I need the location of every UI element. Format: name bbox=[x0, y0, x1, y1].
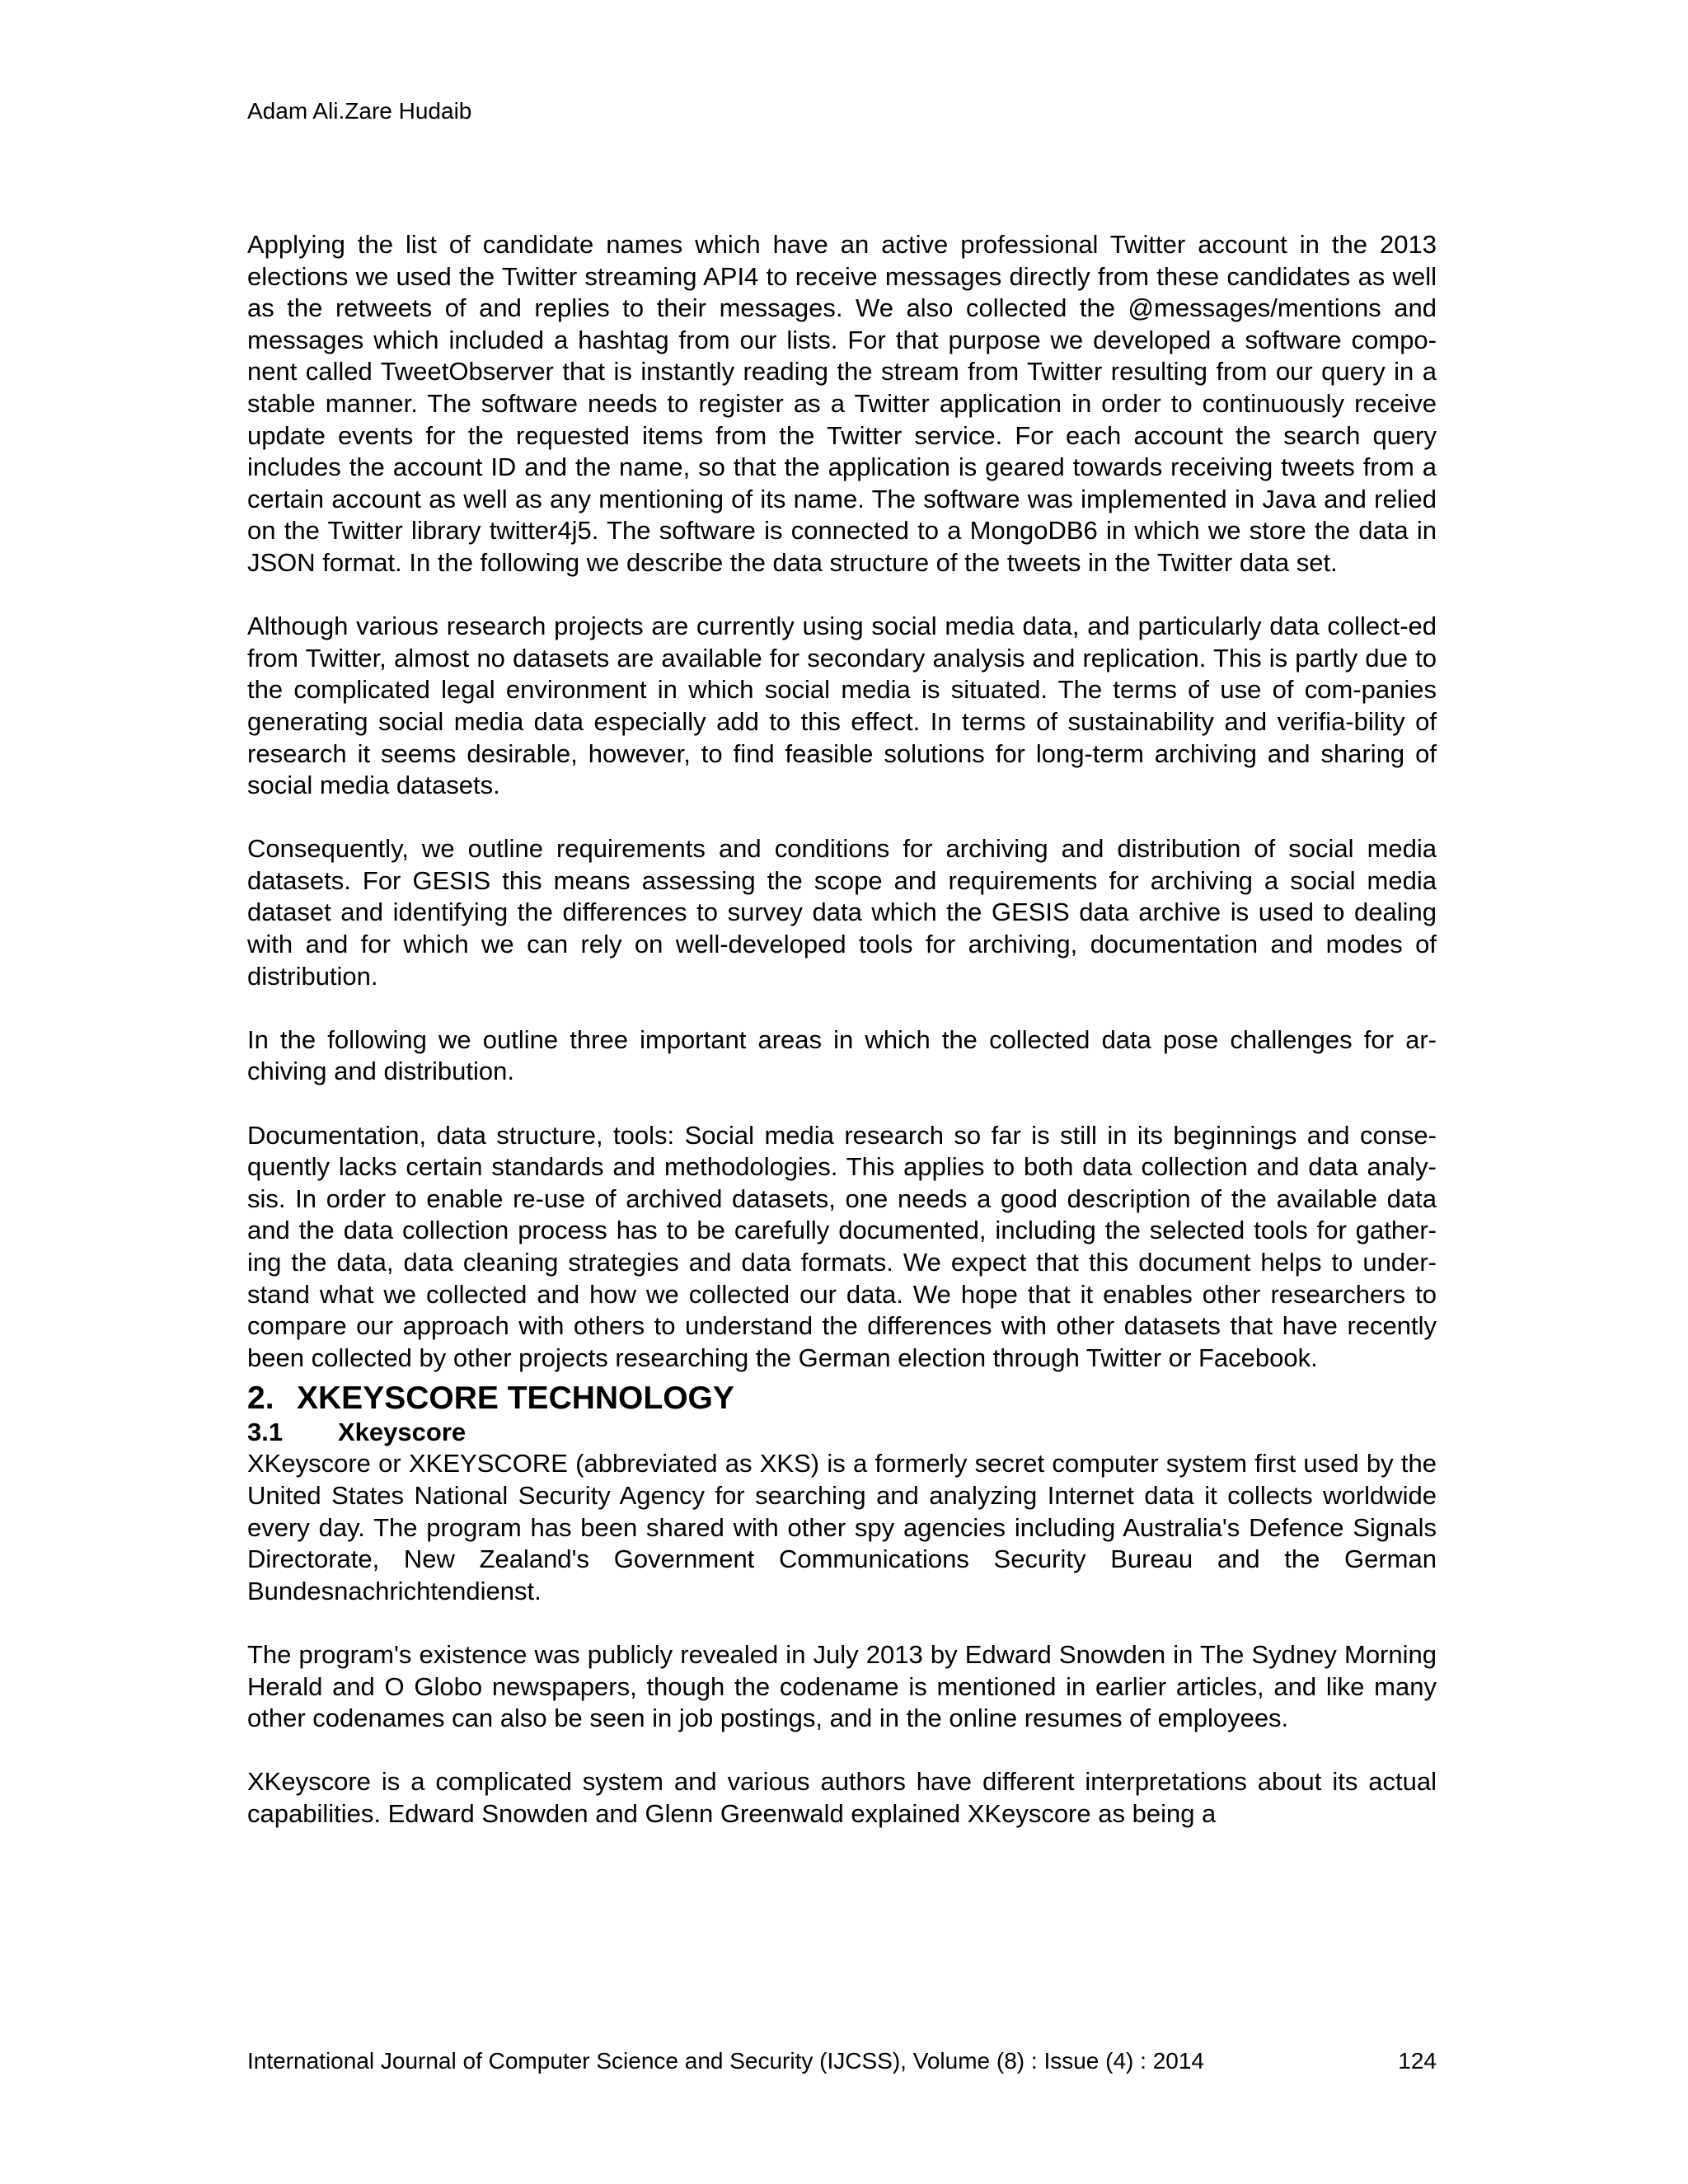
subsection-number: 3.1 bbox=[247, 1418, 284, 1447]
paragraph-challenge-areas: In the following we outline three important areas in which the collected data pose challenges for ar-chiving and distribution. bbox=[247, 1024, 1437, 1086]
paragraph-twitter-collection: Applying the list of candidate names which have an active professional Twitter account in the 2013 elections we used the Twitter streaming API4 to receive messages directly from these candidates as well as the retweets of and replies to their messages. We also collected the @messages/mentions and messages which included a hashtag from our lists. For that purpose we developed a software compo-nent called TweetObserver that is instantly reading the stream from Twitter resulting from our query in a stable manner. The software needs to register as a Twitter application in order to continuously receive update events for the requested items from the Twitter service. For each account the search query includes the account ID and the name, so that the application is geared towards receiving tweets from a certain account as well as any mentioning of its name. The software was implemented in Java and relied on the Twitter library twitter4j5. The software is connected to a MongoDB6 in which we store the data in JSON format. In the following we describe the data structure of the tweets in the Twitter data set. bbox=[247, 230, 1437, 577]
body-text bbox=[247, 229, 1437, 1862]
paragraph-xkeyscore-revealed: The program's existence was publicly revealed in July 2013 by Edward Snowden in The Sydney Morning Herald and O Globo newspapers, though the codename is mentioned in earlier articles, and like many other codenames can also be seen in job postings, and in the online resumes of employees. bbox=[247, 1639, 1437, 1733]
page-footer bbox=[247, 2047, 1437, 2075]
section-number: 2. bbox=[247, 1380, 274, 1417]
paragraph-documentation: Documentation, data structure, tools: Social media research so far is still in its beginnings and conse-quently lacks certain standards and methodologies. This applies to both data collection and data analy-sis. In order to enable re-use of archived datasets, one needs a good description of the available data and the data collection process has to be carefully documented, including the selected tools for gather-ing the data, data cleaning strategies and data formats. We expect that this document helps to under-stand what we collected and how we collected our data. We hope that it enables other researchers to compare our approach with others to understand the differences with other datasets that have recently been collected by other projects researching the German election through Twitter or Facebook. bbox=[247, 1120, 1437, 1372]
footer-page-number: 124 bbox=[1398, 2048, 1437, 2074]
paragraph-xkeyscore-intro: XKeyscore or XKEYSCORE (abbreviated as XKS) is a formerly secret computer system first used by the United States National Security Agency for searching and analyzing Internet data it collects worldwide every day. The program has been shared with other spy agencies including Australia's Defence Signals Directorate, New Zealand's Government Communications Security Bureau and the German Bundesnachrichtendienst. bbox=[247, 1449, 1437, 1605]
section-heading bbox=[247, 1380, 1437, 1417]
subsection-title: Xkeyscore bbox=[338, 1418, 467, 1447]
paragraph-xkeyscore-capabilities: XKeyscore is a complicated system and various authors have different interpretations about its actual capabilities. Edward Snowden and Glenn Greenwald explained XKeyscore as being a bbox=[247, 1767, 1437, 1828]
paragraph-secondary-analysis: Although various research projects are currently using social media data, and particularly data collect-ed from Twitter, almost no datasets are available for secondary analysis and replication. This is partly due to the complicated legal environment in which social media is situated. The terms of use of com-panies generating social media data especially add to this effect. In terms of sustainability and verifia-bility of research it seems desirable, however, to find feasible solutions for long-term archiving and sharing of social media datasets. bbox=[247, 612, 1437, 800]
running-head-author: Adam Ali.Zare Hudaib bbox=[247, 98, 472, 124]
subsection-heading bbox=[247, 1417, 1437, 1448]
paragraph-archiving-requirements: Consequently, we outline requirements and conditions for archiving and distribution of social media datasets. For GESIS this means assessing the scope and requirements for archiving a social media dataset and identifying the differences to survey data which the GESIS data archive is used to dealing with and for which we can rely on well-developed tools for archiving, documentation and modes of distribution. bbox=[247, 834, 1437, 991]
section-title: XKEYSCORE TECHNOLOGY bbox=[297, 1380, 734, 1417]
footer-journal: International Journal of Computer Science and Security (IJCSS), Volume (8) : Issue (4) : 2014 bbox=[247, 2048, 1205, 2074]
